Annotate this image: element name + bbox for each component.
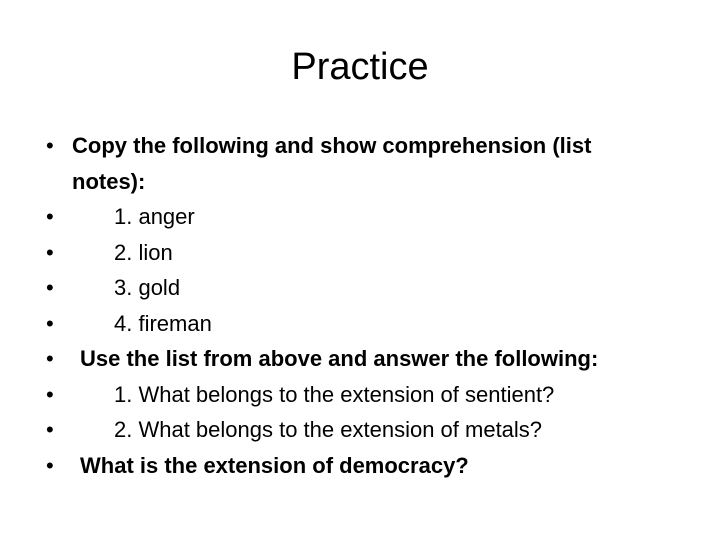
bullet-text-continuation: notes): (72, 168, 146, 194)
bullet-item (46, 235, 686, 271)
bullet-item (46, 128, 686, 199)
bullet-item (46, 377, 686, 413)
bullet-text: 2. lion (114, 239, 173, 265)
bullet-text: 2. What belongs to the extension of metals? (114, 417, 543, 442)
bullet-text: Use the list from above and answer the following: (80, 346, 599, 371)
bullet-list (46, 128, 686, 483)
bullet-icon: • (46, 452, 54, 478)
bullet-item (46, 341, 686, 377)
bullet-icon: • (46, 381, 54, 407)
bullet-icon: • (46, 204, 54, 229)
bullet-icon: • (46, 275, 54, 300)
bullet-text: 1. What belongs to the extension of sentient? (114, 381, 555, 407)
bullet-item (46, 199, 686, 235)
bullet-text: 4. fireman (114, 310, 212, 336)
bullet-icon: • (46, 133, 54, 158)
slide-title: Practice (291, 46, 429, 88)
bullet-icon: • (46, 417, 54, 442)
bullet-text: What is the extension of democracy? (80, 452, 469, 478)
bullet-item (46, 412, 686, 448)
bullet-text: 1. anger (114, 204, 195, 229)
bullet-item (46, 448, 686, 484)
bullet-icon: • (46, 346, 54, 371)
bullet-item (46, 306, 686, 342)
bullet-text: 3. gold (114, 275, 181, 300)
bullet-item (46, 270, 686, 306)
bullet-text: Copy the following and show comprehension (list (72, 133, 592, 158)
bullet-icon: • (46, 239, 54, 265)
bullet-icon: • (46, 310, 54, 336)
